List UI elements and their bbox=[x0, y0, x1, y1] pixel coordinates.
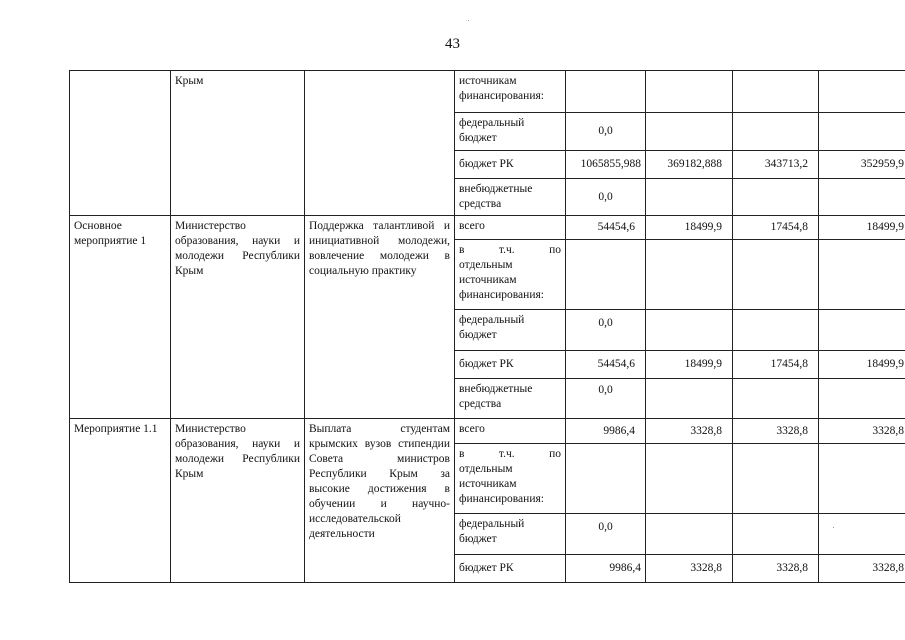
year2-cell bbox=[733, 113, 819, 151]
event-name-cell: Основное мероприятие 1 bbox=[70, 216, 171, 419]
source-cell: бюджет РК bbox=[455, 351, 566, 379]
total-cell bbox=[566, 240, 646, 310]
year2-cell: 17454,8 bbox=[733, 351, 819, 379]
year1-cell bbox=[646, 379, 733, 419]
year1-cell: 3328,8 bbox=[646, 419, 733, 444]
total-cell: 54454,6 bbox=[566, 351, 646, 379]
source-cell: федеральный бюджет bbox=[455, 310, 566, 351]
year3-cell bbox=[819, 179, 905, 216]
total-cell bbox=[566, 71, 646, 113]
total-cell: 54454,6 bbox=[566, 216, 646, 240]
source-cell bbox=[455, 240, 566, 310]
page-number: 43 bbox=[445, 36, 460, 52]
goal-cell: Выплата студентам крымских вузов стипендии Совета министров Республики Крым за высокие достижения в обучении и научно-исследовательской деятельности bbox=[305, 419, 455, 583]
year3-cell bbox=[819, 71, 905, 113]
executor-cell: Министерство образования, науки и молодежи Республики Крым bbox=[171, 216, 305, 419]
total-cell: 0,0 bbox=[566, 113, 646, 151]
year2-cell bbox=[733, 514, 819, 555]
year3-cell bbox=[819, 514, 905, 555]
year1-cell bbox=[646, 514, 733, 555]
total-cell: 0,0 bbox=[566, 310, 646, 351]
total-cell: 0,0 bbox=[566, 379, 646, 419]
year3-cell: 352959,9 bbox=[819, 151, 905, 179]
source-cell: источникам финансирования: bbox=[455, 71, 566, 113]
source-word: т.ч. bbox=[498, 448, 515, 460]
total-cell: 1065855,988 bbox=[566, 151, 646, 179]
year1-cell bbox=[646, 310, 733, 351]
source-word: по bbox=[549, 448, 561, 460]
total-cell: 9986,4 bbox=[566, 419, 646, 444]
source-cell: федеральный бюджет bbox=[455, 113, 566, 151]
table-row bbox=[70, 216, 905, 240]
source-cell: федеральный бюджет bbox=[455, 514, 566, 555]
year1-cell bbox=[646, 444, 733, 514]
source-word: в bbox=[459, 244, 465, 256]
source-cell: всего bbox=[455, 419, 566, 444]
executor-cell bbox=[171, 71, 305, 216]
year2-cell: 343713,2 bbox=[733, 151, 819, 179]
executor-cell: Министерство образования, науки и молодежи Республики Крым bbox=[171, 419, 305, 583]
table-row bbox=[70, 71, 905, 113]
source-word: т.ч. bbox=[498, 244, 515, 256]
event-name-cell: Мероприятие 1.1 bbox=[70, 419, 171, 583]
year2-cell bbox=[733, 240, 819, 310]
year2-cell bbox=[733, 444, 819, 514]
source-word: по bbox=[549, 244, 561, 256]
source-cell: внебюджетные средства bbox=[455, 379, 566, 419]
year2-cell bbox=[733, 310, 819, 351]
source-cell bbox=[455, 444, 566, 514]
source-cell: бюджет РК bbox=[455, 555, 566, 583]
program-finance-table bbox=[69, 70, 905, 583]
goal-cell bbox=[305, 71, 455, 216]
source-cell: бюджет РК bbox=[455, 151, 566, 179]
source-cell: внебюджетные средства bbox=[455, 179, 566, 216]
year3-cell bbox=[819, 240, 905, 310]
total-cell bbox=[566, 444, 646, 514]
total-cell: 0,0 bbox=[566, 514, 646, 555]
year1-cell: 18499,9 bbox=[646, 351, 733, 379]
year1-cell: 369182,888 bbox=[646, 151, 733, 179]
year1-cell bbox=[646, 179, 733, 216]
source-word: в bbox=[459, 448, 465, 460]
total-cell: 0,0 bbox=[566, 179, 646, 216]
total-cell: 9986,4 bbox=[566, 555, 646, 583]
year3-cell: 3328,8 bbox=[819, 419, 905, 444]
year3-cell: 18499,9 bbox=[819, 216, 905, 240]
year2-cell: 3328,8 bbox=[733, 555, 819, 583]
year3-cell bbox=[819, 444, 905, 514]
year3-cell bbox=[819, 379, 905, 419]
source-first-line bbox=[459, 447, 561, 462]
year1-cell bbox=[646, 240, 733, 310]
year1-cell bbox=[646, 71, 733, 113]
table-row bbox=[70, 419, 905, 444]
source-cell: всего bbox=[455, 216, 566, 240]
event-name-cell bbox=[70, 71, 171, 216]
year1-cell bbox=[646, 113, 733, 151]
scan-speck bbox=[468, 20, 469, 21]
source-rest: отдельным источникам финансирования: bbox=[459, 258, 544, 301]
year2-cell bbox=[733, 179, 819, 216]
year1-cell: 3328,8 bbox=[646, 555, 733, 583]
source-rest: отдельным источникам финансирования: bbox=[459, 462, 544, 505]
year3-cell bbox=[819, 310, 905, 351]
source-first-line bbox=[459, 243, 561, 258]
goal-cell: Поддержка талантливой и инициативной молодежи, вовлечение молодежи в социальную практику bbox=[305, 216, 455, 419]
year2-cell: 3328,8 bbox=[733, 419, 819, 444]
year1-cell: 18499,9 bbox=[646, 216, 733, 240]
year3-cell: 18499,9 bbox=[819, 351, 905, 379]
year3-cell: 3328,8 bbox=[819, 555, 905, 583]
year2-cell: 17454,8 bbox=[733, 216, 819, 240]
year3-cell bbox=[819, 113, 905, 151]
scan-speck bbox=[833, 527, 834, 528]
year2-cell bbox=[733, 71, 819, 113]
executor-text: Крым bbox=[175, 75, 204, 87]
year2-cell bbox=[733, 379, 819, 419]
